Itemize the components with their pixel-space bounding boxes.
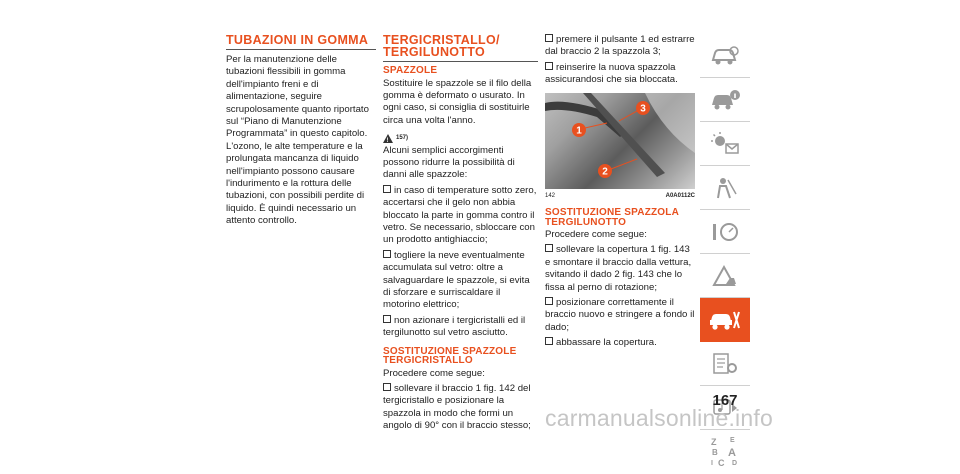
chapter-tab-index[interactable] [700,430,750,474]
title-rule [383,61,538,62]
car-info-icon [710,89,740,111]
page-number: 167 [712,392,738,409]
callout-line-3 [619,111,637,121]
column-tubazioni [226,34,376,228]
callout-line-1 [585,123,607,128]
index-letter: B [712,448,718,457]
figure-caption [545,190,695,202]
glass-reflection [645,93,695,153]
figure-code: A0A0112C [665,192,695,199]
list-item: non azionare i tergicristalli ed il tergilunotto sul vetro asciutto. [383,314,526,339]
watermark: carmanualsonline.info [545,405,773,431]
column-continued [545,34,695,350]
paragraph: Alcuni semplici accorgimenti possono ridurre la possibilità di danni alle spazzole: [383,144,515,181]
chapter-tab-dashboard[interactable] [700,210,750,254]
chapter-tab-document[interactable] [700,342,750,386]
title-rule [226,49,376,50]
warning-triangle-icon [710,264,740,288]
checkbox-bullet-icon [545,297,553,305]
warning-reference [383,132,538,144]
warning-triangle-icon [383,134,393,143]
checkbox-bullet-icon [383,315,391,323]
callout-label-2: 2 [602,166,608,178]
car-search-icon [710,45,740,67]
figure-wiper-blade [545,93,695,189]
chapter-tab-seat-person[interactable] [700,166,750,210]
list-item: posizionare correttamente il braccio nuovo e stringere a fondo il dado; [545,297,695,333]
chapter-tab-sun-mail[interactable] [700,122,750,166]
list-item: sollevare il braccio 1 fig. 142 del tergicristallo e posizionare la spazzola in modo che formi un angolo di 90° con il braccio stesso; [383,383,531,432]
seat-person-icon [710,176,740,200]
paragraph: Sostituire le spazzole se il filo della gomma è deformato o usurato. In ogni caso, si consiglia di sostituirle circa una volta l'anno. [383,77,532,126]
index-letter: I [711,460,713,467]
warning-ref-number: 157) [396,135,409,142]
column-tergicristallo [383,34,538,433]
section-title-tubazioni: TUBAZIONI IN GOMMA [226,33,369,47]
list-item: abbassare la copertura. [545,337,695,349]
chapter-tab-warning[interactable] [700,254,750,298]
paragraph: Procedere come segue: [383,367,485,379]
chapter-tab-car-info[interactable] [700,78,750,122]
section-title-tergicristallo: TERGICRISTALLO/ TERGILUNOTTO [383,33,500,59]
wiper-illustration [545,93,695,189]
index-letter: D [732,460,738,467]
checkbox-bullet-icon [383,383,391,391]
figure-number: 142 [545,192,556,199]
subtitle-sostituzione-tergilunotto: SOSTITUZIONE SPAZZOLA TERGILUNOTTO [545,207,679,228]
callout-label-1: 1 [576,125,582,137]
checkbox-bullet-icon [383,185,391,193]
sun-mail-icon [710,132,740,156]
car-wrench-icon [708,308,742,332]
list-item: sollevare la copertura 1 fig. 143 e smontare il braccio dalla vettura, svitando il dado 2 fig. 143 che lo fissa al perno di rotazione; [545,244,692,293]
list-item: togliere la neve eventualmente accumulata sul vetro: oltre a salvaguardare le spazzole, si evita di sforzare e surriscaldare il motorino elettrico; [383,249,530,311]
list-item: premere il pulsante 1 ed estrarre dal braccio 2 la spazzola 3; [545,34,695,58]
index-letter: A [728,447,736,459]
dashboard-icon [710,220,740,244]
index-letter: C [718,458,725,468]
checkbox-bullet-icon [383,250,391,258]
list-item: in caso di temperature sotto zero, accertarsi che il gelo non abbia bloccato la parte in gomma contro il vetro. Se necessario, sbloccare con un prodotto antighiaccio; [383,184,537,246]
paragraph: Per la manutenzione delle tubazioni flessibili in gomma dell'impianto freni e di alimentazione, seguire scrupolosamente quanto riportato sul “Piano di Manutenzione Programmata” in questo capitolo. [226,54,369,140]
paragraph: Procedere come segue: [545,229,647,241]
chapter-tab-car-search[interactable] [700,34,750,78]
index-letter: E [730,437,735,444]
subtitle-sostituzione-tergicristallo: SOSTITUZIONE SPAZZOLE TERGICRISTALLO [383,345,517,367]
paragraph: L'ozono, le alte temperature e la prolungata mancanza di liquido nell'impianto possono causare l'indurimento e la rottura delle tubazioni, con possibili perdite di liquido. È quindi necessario un attento controllo. [226,140,365,227]
alphabet-index-icon [708,435,742,469]
subtitle-spazzole: SPAZZOLE [383,65,438,76]
index-letter: Z [711,437,717,447]
checkbox-bullet-icon [545,34,553,42]
checkbox-bullet-icon [545,62,553,70]
checkbox-bullet-icon [545,244,553,252]
list-item: reinserire la nuova spazzola assicurandosi che sia bloccata. [545,61,678,86]
checkbox-bullet-icon [545,337,553,345]
callout-line-2 [611,159,637,169]
callout-label-3: 3 [640,103,646,115]
chapter-tab-maintenance[interactable] [700,298,750,342]
document-gear-icon [710,352,740,376]
